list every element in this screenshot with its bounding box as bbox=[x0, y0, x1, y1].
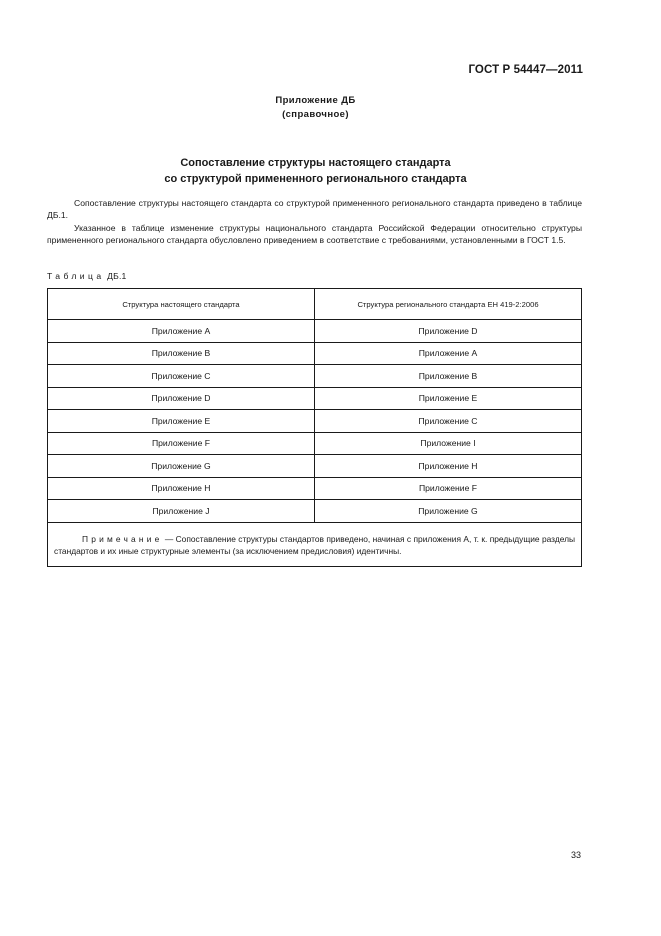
header-national-structure: Структура настоящего стандарта bbox=[48, 289, 315, 320]
table-cell-regional: Приложение I bbox=[315, 432, 582, 455]
structure-comparison-table bbox=[47, 288, 582, 567]
table-cell-national: Приложение Н bbox=[48, 477, 315, 500]
table-note-lead: Примечание bbox=[82, 533, 163, 544]
table-cell-national: Приложение J bbox=[48, 500, 315, 523]
table-cell-regional: Приложение А bbox=[315, 342, 582, 365]
table-cell-national: Приложение А bbox=[48, 320, 315, 343]
body-paragraph-1: Сопоставление структуры настоящего стандарта со структурой примененного регионального стандарта приведено в таблице ДБ.1. bbox=[47, 198, 582, 221]
section-title-line-1: Сопоставление структуры настоящего стандарта bbox=[180, 157, 451, 169]
header-regional-structure: Структура регионального стандарта ЕН 419-2:2006 bbox=[315, 289, 582, 320]
table-row bbox=[48, 387, 582, 410]
table-cell-regional: Приложение F bbox=[315, 477, 582, 500]
appendix-status: (справочное) bbox=[282, 109, 349, 120]
document-code: ГОСТ Р 54447—2011 bbox=[468, 64, 583, 76]
appendix-label: Приложение ДБ bbox=[275, 95, 356, 106]
page-number: 33 bbox=[570, 850, 581, 860]
table-cell-regional: Приложение Е bbox=[315, 387, 582, 410]
table-row bbox=[48, 477, 582, 500]
table-header-row bbox=[48, 289, 582, 320]
table-row bbox=[48, 320, 582, 343]
table-cell-national: Приложение Е bbox=[48, 410, 315, 433]
appendix-heading bbox=[0, 94, 631, 122]
section-title bbox=[0, 155, 631, 187]
table-caption-word: Таблица bbox=[47, 271, 105, 281]
table-row bbox=[48, 455, 582, 478]
table-cell-regional: Приложение Н bbox=[315, 455, 582, 478]
table-caption-number: ДБ.1 bbox=[107, 271, 127, 281]
table-cell-national: Приложение В bbox=[48, 342, 315, 365]
table-row bbox=[48, 365, 582, 388]
table-row bbox=[48, 432, 582, 455]
body-text bbox=[47, 197, 582, 247]
table-cell-regional: Приложение G bbox=[315, 500, 582, 523]
table-note-row bbox=[48, 522, 582, 566]
table-row bbox=[48, 500, 582, 523]
table-row bbox=[48, 410, 582, 433]
body-paragraph-2: Указанное в таблице изменение структуры национального стандарта Российской Федерации относительно структуры примененного регионального стандарта обусловлено приведением в соответствие с требованиями, установленными в ГОСТ 1.5. bbox=[47, 222, 582, 246]
table-cell-national: Приложение D bbox=[48, 387, 315, 410]
table-note bbox=[48, 522, 582, 566]
table-cell-national: Приложение F bbox=[48, 432, 315, 455]
table-cell-national: Приложение G bbox=[48, 455, 315, 478]
table-note-text: — Сопоставление структуры стандартов приведено, начиная с приложения А, т. к. предыдущие разделы стандартов и их иные структурные элементы (за исключением предисловия) идентичны. bbox=[54, 533, 575, 556]
table-row bbox=[48, 342, 582, 365]
table-cell-regional: Приложение D bbox=[315, 320, 582, 343]
table-cell-regional: Приложение С bbox=[315, 410, 582, 433]
table-caption bbox=[47, 271, 127, 281]
section-title-line-2: со структурой примененного регионального стандарта bbox=[164, 173, 467, 185]
table-cell-regional: Приложение В bbox=[315, 365, 582, 388]
table-cell-national: Приложение С bbox=[48, 365, 315, 388]
